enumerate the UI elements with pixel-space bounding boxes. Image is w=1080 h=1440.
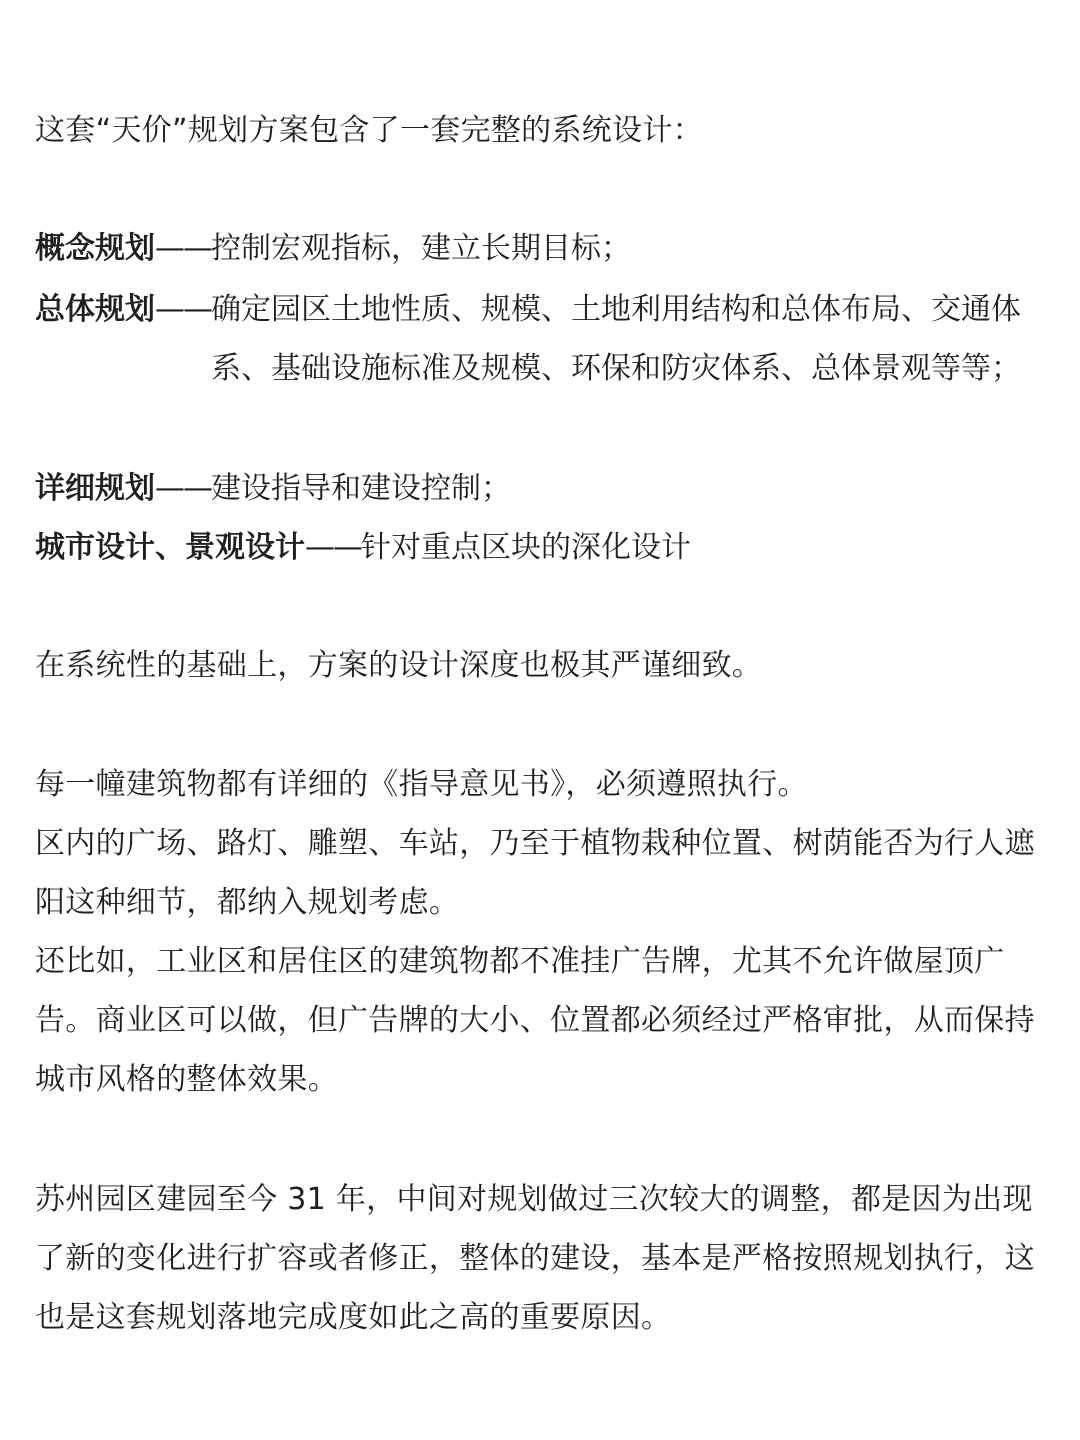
definition-term: 总体规划 (35, 292, 155, 327)
definition-term: 城市设计、景观设计 (35, 530, 305, 565)
definition-dash: —— (155, 471, 211, 506)
definition-overall (35, 280, 1052, 398)
definition-dash: —— (305, 530, 361, 565)
definition-dash: —— (155, 231, 211, 266)
intro-text: 这套“天价”规划方案包含了一套完整的系统设计： (35, 113, 703, 148)
definition-urban-design (35, 518, 1052, 577)
paragraph-billboards: 还比如，工业区和居住区的建筑物都不准挂广告牌，尤其不允许做屋顶广告。商业区可以做，但广告牌的大小、位置都必须经过严格审批，从而保持城市风格的整体效果。 (35, 944, 1035, 1097)
definition-concept (35, 219, 1052, 278)
definition-detailed (35, 459, 1052, 518)
definition-term: 详细规划 (35, 471, 155, 506)
definition-desc: 确定园区土地性质、规模、土地利用结构和总体布局、交通体系、基础设施标准及规模、环保和防灾体系、总体景观等等； (211, 292, 1021, 386)
paragraph-history: 苏州园区建园至今 31 年，中间对规划做过三次较大的调整，都是因为出现了新的变化进行扩容或者修正，整体的建设，基本是严格按照规划执行，这也是这套规划落地完成度如此之高的重要原因。 (35, 1182, 1035, 1335)
paragraph-guidance: 每一幢建筑物都有详细的《指导意见书》，必须遵照执行。 (35, 767, 808, 802)
definition-term: 概念规划 (35, 231, 155, 266)
definition-desc: 控制宏观指标，建立长期目标； (211, 231, 631, 266)
paragraph-depth: 在系统性的基础上，方案的设计深度也极其严谨细致。 (35, 648, 763, 683)
definition-dash: —— (155, 292, 211, 327)
definition-desc: 建设指导和建设控制； (211, 471, 511, 506)
paragraph-details: 区内的广场、路灯、雕塑、车站，乃至于植物栽种位置、树荫能否为行人遮阳这种细节，都纳入规划考虑。 (35, 826, 1035, 920)
definition-desc: 针对重点区块的深化设计 (361, 530, 691, 565)
